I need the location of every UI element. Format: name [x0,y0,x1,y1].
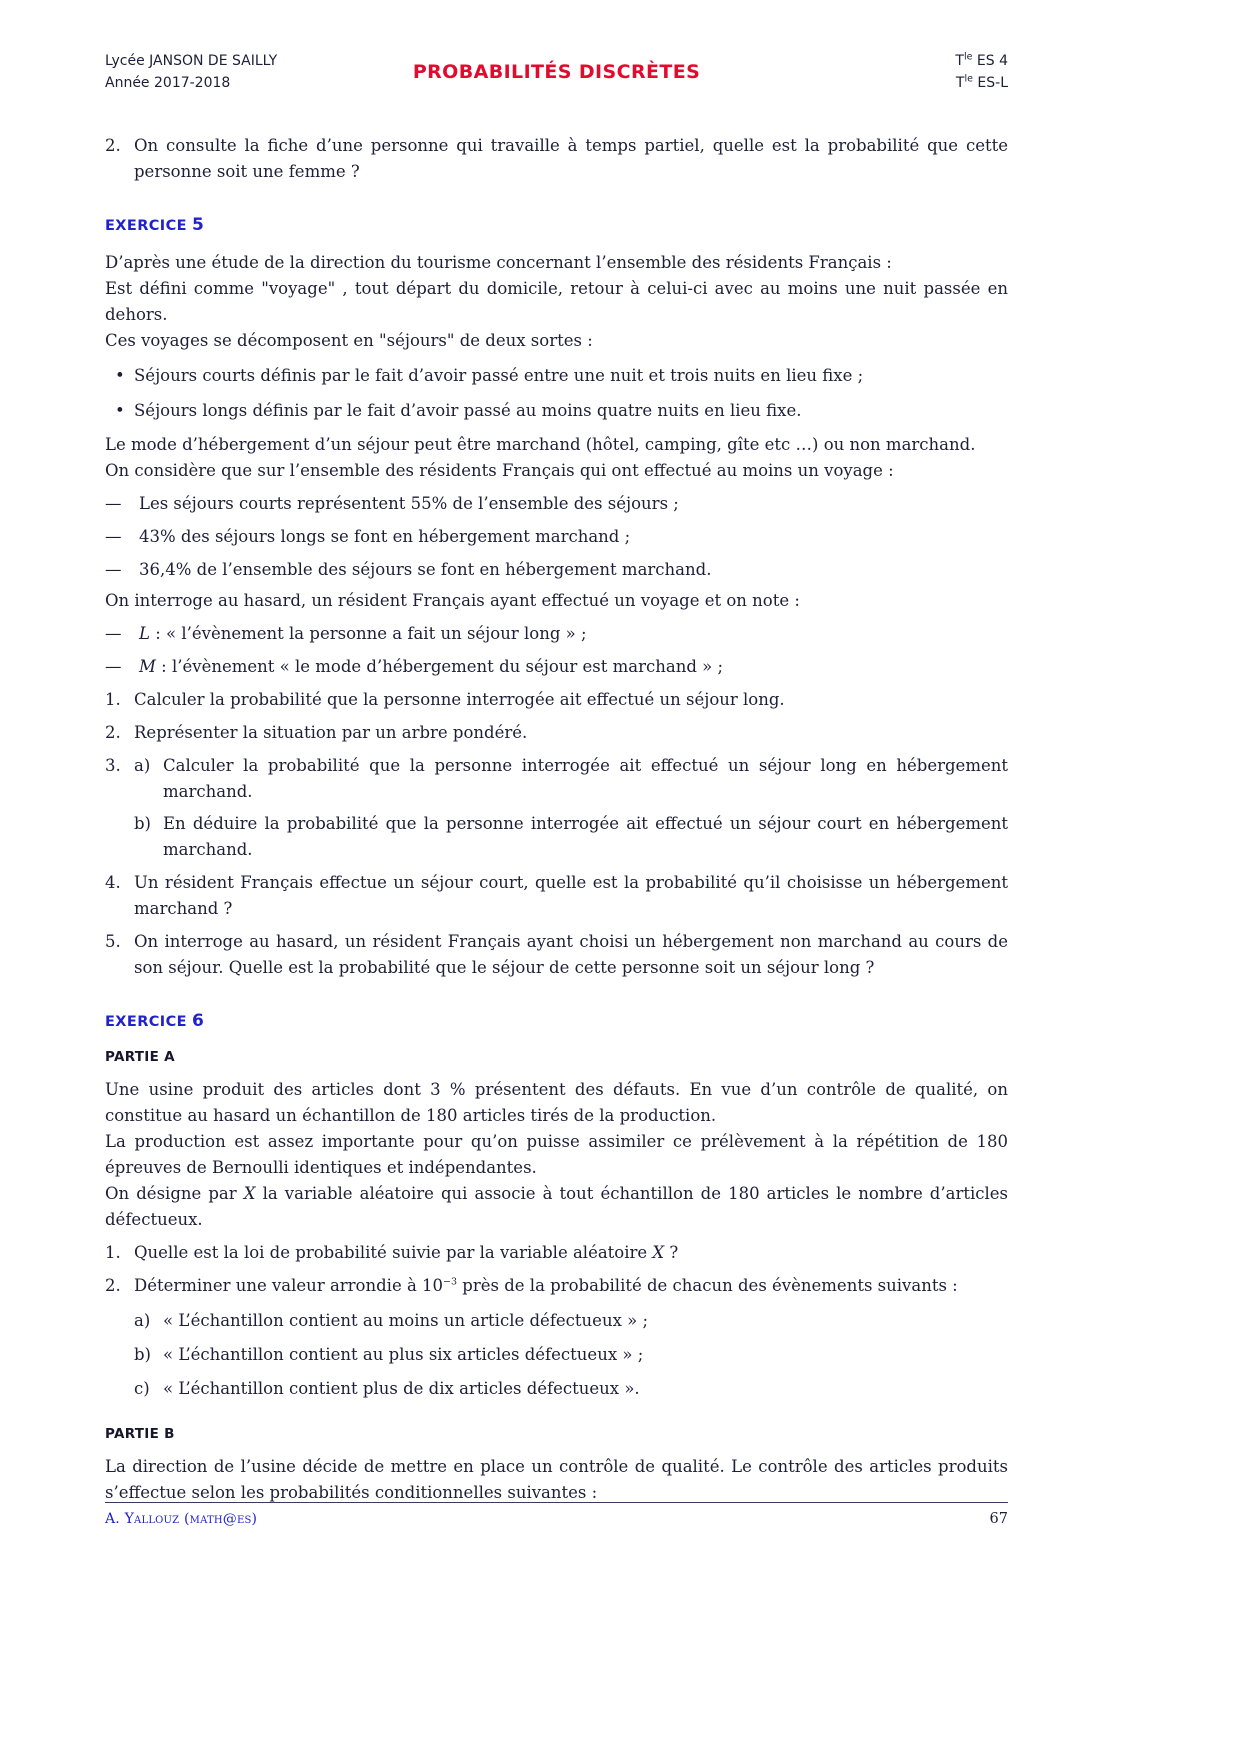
exercice-5-heading [105,215,1008,235]
class-label-2: $T^{le}$ ES-L [955,73,1008,92]
question-text: Calculer la probabilité que la personne interrogée ait effectué un séjour long. [134,689,785,709]
bullet-item [115,398,1008,424]
page-header [105,0,1008,95]
math-var-X: X [652,1242,665,1262]
paragraph: La direction de l’usine décide de mettre en place un contrôle de qualité. Le contrôle des articles produits s’effectue selon les probabilités conditionnelles suivantes : [105,1456,1008,1502]
bullet-text: Séjours longs définis par le fait d’avoir passé au moins quatre nuits en lieu fixe. [134,400,802,420]
bullet-list [105,363,1008,424]
question-item [105,720,1008,746]
dash-text: Les séjours courts représentent 55% de l’ensemble des séjours ; [139,493,679,513]
bullet-marker: • [115,400,125,420]
question-number: 2. [105,1275,121,1295]
sub-question [134,1308,1008,1334]
notation-text: L : « l’évènement la personne a fait un séjour long » ; [139,623,587,643]
paragraph: On désigne par X la variable aléatoire qui associe à tout échantillon de 180 articles le nombre d’articles défectueux. [105,1183,1008,1229]
school-year: Année 2017-2018 [105,75,231,92]
exponent: −3 [443,1276,458,1288]
sub-question [134,1342,1008,1368]
sub-question-text: « L’échantillon contient au moins un article défectueux » ; [163,1310,649,1330]
sub-question-text: « L’échantillon contient plus de dix articles défectueux ». [163,1378,640,1398]
bullet-marker: • [115,365,125,385]
sub-question-letter: a) [134,1310,151,1330]
question-number: 2. [105,135,121,155]
notation-text: M : l’évènement « le mode d’hébergement du séjour est marchand » ; [139,656,724,676]
paragraph: Ces voyages se décomposent en "séjours" de deux sortes : [105,330,593,350]
notation-item [105,654,1008,680]
paragraph: D’après une étude de la direction du tourisme concernant l’ensemble des résidents Français : [105,252,892,272]
exercice-number: 5 [191,214,205,235]
bullet-text: Séjours courts définis par le fait d’avoir passé entre une nuit et trois nuits en lieu fixe ; [134,365,864,385]
question-text: Représenter la situation par un arbre pondéré. [134,722,528,742]
question-text: Quelle est la loi de probabilité suivie par la variable aléatoire X ? [134,1242,679,1262]
dash-item [105,557,1008,583]
question-item [105,753,1008,863]
question-item [105,929,1008,981]
sub-question [134,1376,1008,1402]
question-text: On consulte la fiche d’une personne qui travaille à temps partiel, quelle est la probabilité que cette personne soit une femme ? [134,135,1008,181]
page-footer [105,1502,1008,1527]
question-number: 4. [105,872,121,892]
sub-question-letter: b) [134,813,151,833]
exercice-5-note-intro [105,588,1008,614]
question-text: On interroge au hasard, un résident Français ayant choisi un hébergement non marchand au cours de son séjour. Quelle est la probabilité que le séjour de cette personne soit un séjour long ? [134,931,1008,977]
dash-text: 36,4% de l’ensemble des séjours se font en hébergement marchand. [139,559,712,579]
dash-marker: — [105,656,122,676]
question-body [134,1273,1008,1402]
question-body [134,753,1008,863]
paragraph: On considère que sur l’ensemble des résidents Français qui ont effectué au moins un voyage : [105,460,894,480]
question-text: Déterminer une valeur arrondie à $10^{-3}$ près de la probabilité de chacun des évènements suivants : [134,1275,958,1295]
page-number: 67 [989,1511,1008,1527]
dash-item [105,524,1008,550]
dash-marker: — [105,493,122,513]
question-number: 1. [105,689,121,709]
question-number: 3. [105,755,121,775]
dash-list [105,491,1008,583]
sub-question-letter: b) [134,1344,151,1364]
document-title: PROBABILITÉS DISCRÈTES [412,61,701,84]
question-item [105,687,1008,713]
dash-text: 43% des séjours longs se font en hébergement marchand ; [139,526,631,546]
partie-b-heading: PARTIE B [105,1425,175,1442]
question-item [105,1273,1008,1402]
exercice-5-context [105,432,1008,484]
partie-a-questions [105,1240,1008,1402]
bullet-item [115,363,1008,389]
question-item [105,133,1008,185]
paragraph: On interroge au hasard, un résident Français ayant effectué un voyage et on note : [105,590,800,610]
paragraph: Est défini comme "voyage" , tout départ du domicile, retour à celui-ci avec au moins une nuit passée en dehors. [105,278,1008,324]
dash-item [105,491,1008,517]
question-item [105,870,1008,922]
question-number: 1. [105,1242,121,1262]
exercice-6-heading [105,1011,1008,1031]
document-body [105,133,1008,1506]
partie-a-heading: PARTIE A [105,1048,175,1065]
paragraph: Une usine produit des articles dont 3 % présentent des défauts. En vue d’un contrôle de qualité, on constitue au hasard un échantillon de 180 articles tirés de la production. [105,1079,1008,1125]
sub-question-text: En déduire la probabilité que la personne interrogée ait effectué un séjour court en hébergement marchand. [163,813,1008,859]
question-text: Un résident Français effectue un séjour court, quelle est la probabilité qu’il choisisse un hébergement marchand ? [134,872,1008,918]
question-number: 2. [105,722,121,742]
math-var-X: X [243,1183,256,1203]
paragraph: La production est assez importante pour qu’on puisse assimiler ce prélèvement à la répétition de 180 épreuves de Bernoulli identiques et indépendantes. [105,1131,1008,1177]
exercice-label: EXERCICE [105,217,187,234]
footer-author: A. Yallouz (math@es) [105,1511,258,1527]
sub-question [134,811,1008,863]
exercice-5-questions [105,687,1008,981]
partie-b-intro [105,1454,1008,1506]
dash-marker: — [105,559,122,579]
header-left [105,50,413,95]
sub-question-text: « L’échantillon contient au plus six articles défectueux » ; [163,1344,644,1364]
dash-marker: — [105,526,122,546]
paragraph: Le mode d’hébergement d’un séjour peut être marchand (hôtel, camping, gîte etc …) ou non marchand. [105,434,976,454]
dash-marker: — [105,623,122,643]
exercice-number: 6 [191,1010,205,1031]
class-label-1: $T^{le}$ ES 4 [955,51,1008,69]
header-right [700,50,1008,95]
notation-item [105,621,1008,647]
class-superscript: le [964,73,973,85]
class-superscript: le [963,51,973,63]
math-var-M: M [139,656,156,676]
partie-a-intro [105,1077,1008,1233]
sub-question-letter: a) [134,755,151,775]
exercice-5-intro [105,250,1008,354]
school-name: Lycée JANSON DE SAILLY [105,53,278,69]
math-var-L: L [139,623,150,643]
sub-question-text: Calculer la probabilité que la personne interrogée ait effectué un séjour long en hébergement marchand. [163,755,1008,801]
question-item [105,1240,1008,1266]
sub-question-letter: c) [134,1378,150,1398]
exercice-label: EXERCICE [105,1013,187,1030]
question-number: 5. [105,931,121,951]
sub-question [134,753,1008,805]
notation-list [105,621,1008,680]
